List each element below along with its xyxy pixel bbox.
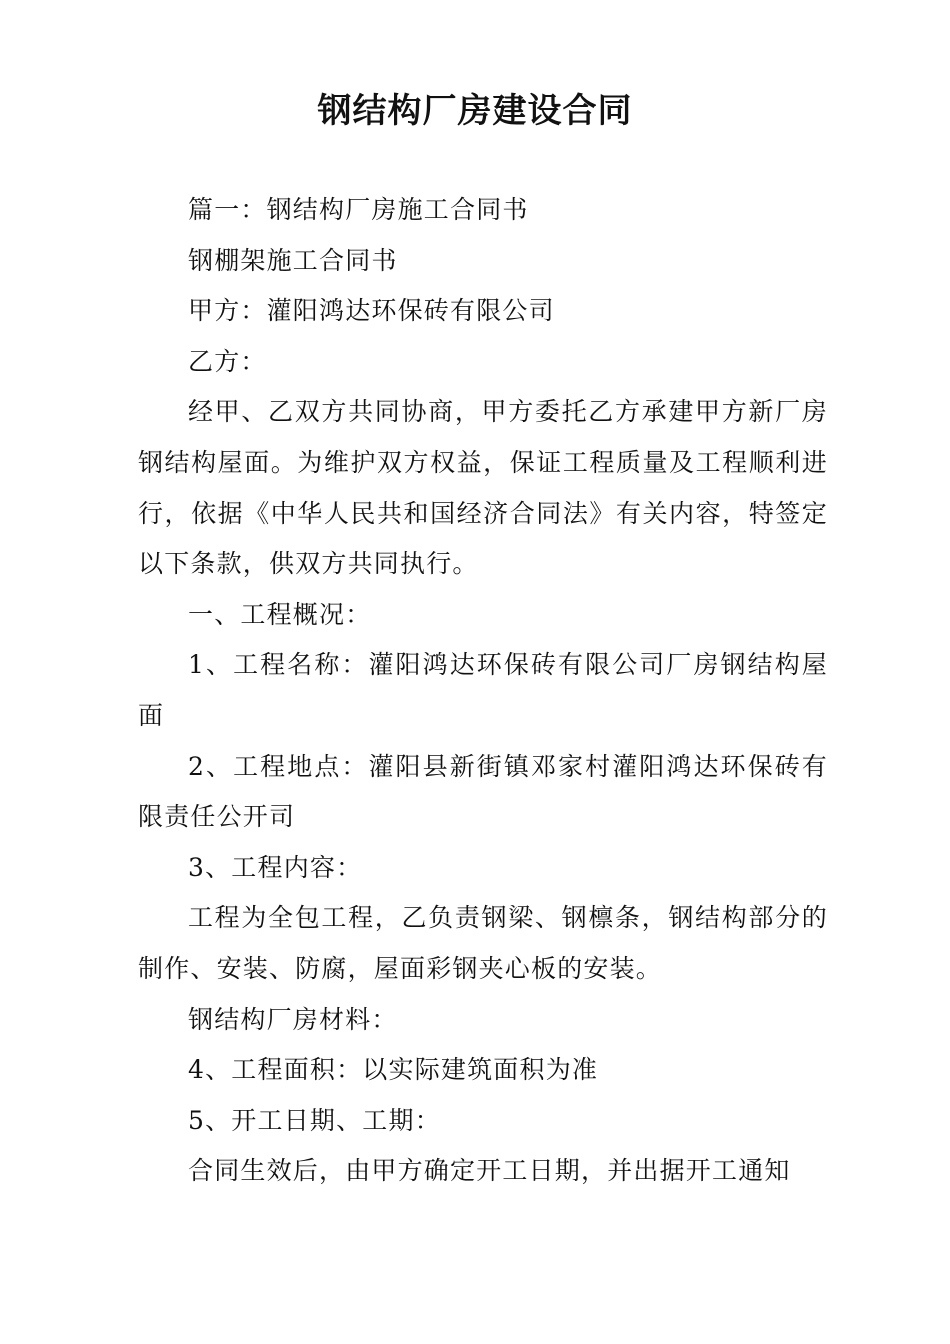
clause-item: 5、开工日期、工期： (188, 1105, 441, 1135)
contract-name: 钢棚架施工合同书 (188, 245, 398, 275)
clause-paragraph: 合同生效后，由甲方确定开工日期，并出据开工通知 (188, 1156, 791, 1186)
clause-paragraph: 工程为全包工程，乙负责钢梁、钢檩条，钢结构部分的制作、安装、防腐，屋面彩钢夹心板的安装。 (138, 903, 828, 983)
clause-item: 2、工程地点：灌阳县新街镇邓家村灌阳鸿达环保砖有限责任公开司 (138, 751, 828, 832)
document-body (138, 185, 828, 1197)
clause-item: 1、工程名称：灌阳鸿达环保砖有限公司厂房钢结构屋面 (138, 650, 828, 730)
clause-item: 4、工程面积：以实际建筑面积为准 (188, 1055, 599, 1085)
party-b: 乙方： (188, 346, 267, 376)
clause-item: 3、工程内容： (188, 852, 363, 882)
party-a: 甲方：灌阳鸿达环保砖有限公司 (188, 296, 555, 326)
preamble-paragraph: 经甲、乙双方共同协商，甲方委托乙方承建甲方新厂房钢结构屋面。为维护双方权益，保证工程质量及工程顺利进行，依据《中华人民共和国经济合同法》有关内容，特签定以下条款，供双方共同执行。 (138, 397, 828, 579)
section-heading: 篇一：钢结构厂房施工合同书 (188, 195, 529, 224)
clause-heading: 一、工程概况： (188, 599, 372, 629)
clause-paragraph: 钢结构厂房材料： (188, 1004, 398, 1034)
document-title: 钢结构厂房建设合同 (317, 91, 633, 131)
